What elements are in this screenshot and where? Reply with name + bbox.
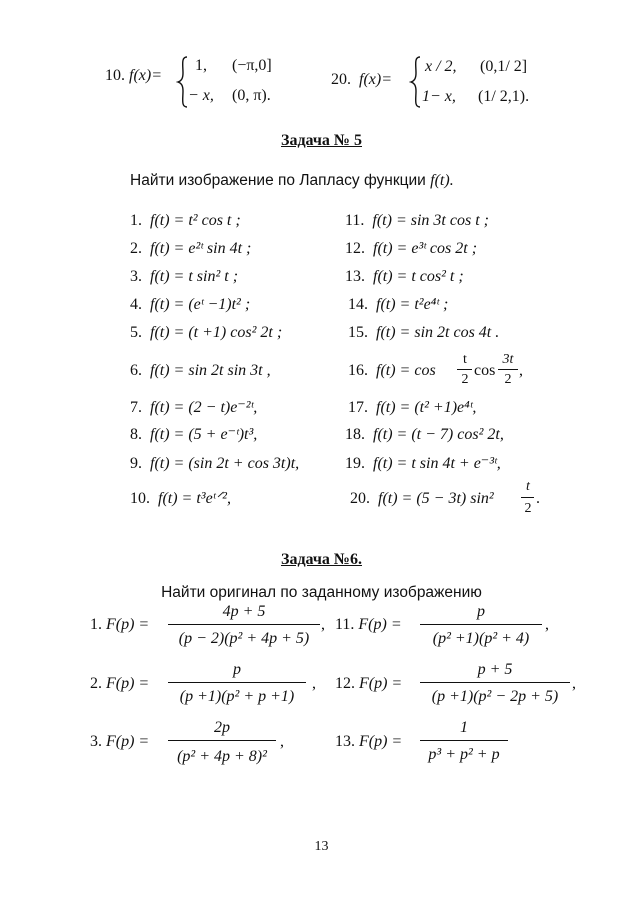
piecewise-label-10: 10. f(x)= xyxy=(105,67,162,84)
fraction-bar xyxy=(498,369,518,370)
task5-item-11: 11. f(t) = sin 3t cos t ; xyxy=(345,212,489,229)
frac-num: 3t xyxy=(502,352,514,367)
task5-item-3: 3. f(t) = t sin² t ; xyxy=(130,268,239,285)
fraction-tail: , xyxy=(312,675,316,692)
task5-item-9: 9. f(t) = (sin 2t + cos 3t)t, xyxy=(130,455,300,472)
task5-title: Задача № 5 xyxy=(281,132,362,149)
fraction-denominator: (p +1)(p² + p +1) xyxy=(179,688,295,705)
task5-item-17: 17. f(t) = (t² +1)e⁴ᵗ, xyxy=(348,399,477,416)
fraction-bar xyxy=(168,624,320,625)
left-brace-icon xyxy=(409,55,423,109)
task5-item-19: 19. f(t) = t sin 4t + e⁻³ᵗ, xyxy=(345,455,501,472)
task5-item-7: 7. f(t) = (2 − t)e⁻²ᵗ, xyxy=(130,399,258,416)
fraction-bar xyxy=(521,497,534,498)
fraction-tail: , xyxy=(280,733,284,750)
task5-item-6: 6. f(t) = sin 2t sin 3t , xyxy=(130,362,271,379)
task5-item-4: 4. f(t) = (eᵗ −1)t² ; xyxy=(130,296,251,313)
task6-item-3: 3. F(p) = xyxy=(90,733,150,750)
fraction-bar xyxy=(457,369,472,370)
task6-instruction: Найти оригинал по заданному изображению xyxy=(161,584,482,601)
task6-item-1: 1. F(p) = xyxy=(90,616,150,633)
fraction-bar xyxy=(168,740,276,741)
frac-num: t xyxy=(526,479,530,494)
task5-item-13: 13. f(t) = t cos² t ; xyxy=(345,268,464,285)
frac-den: 2 xyxy=(524,501,532,516)
fraction-bar xyxy=(420,682,570,683)
fraction-numerator: p + 5 xyxy=(477,661,513,678)
frac-tail: . xyxy=(536,490,540,507)
fraction-numerator: 2p xyxy=(214,719,230,736)
fraction-bar xyxy=(168,682,306,683)
frac-mid: cos xyxy=(474,362,496,379)
task5-item-14: 14. f(t) = t²e⁴ᵗ ; xyxy=(348,296,449,313)
task6-item-12: 12. F(p) = xyxy=(335,675,403,692)
frac-num: t xyxy=(463,352,467,367)
task6-item-13: 13. F(p) = xyxy=(335,733,403,750)
fraction-numerator: 4p + 5 xyxy=(222,603,266,620)
fraction-denominator: (p² + 4p + 8)² xyxy=(177,748,267,765)
fraction-denominator: (p² +1)(p² + 4) xyxy=(432,630,530,647)
fraction-numerator: p xyxy=(477,603,485,620)
piecewise-10-case-1: 1, (−π,0] xyxy=(195,57,272,74)
task5-item-10: 10. f(t) = t³eᵗᐟ², xyxy=(130,490,231,507)
task5-item-8: 8. f(t) = (5 + e⁻ᵗ)t³, xyxy=(130,426,258,443)
piecewise-label-20: 20. f(x)= xyxy=(331,71,392,88)
task5-item-5: 5. f(t) = (t +1) cos² 2t ; xyxy=(130,324,283,341)
frac-den: 2 xyxy=(461,372,469,387)
fraction-numerator: 1 xyxy=(460,719,468,736)
piecewise-10-case-2: − x, (0, π). xyxy=(188,87,271,104)
piecewise-20-case-1: x / 2, (0,1/ 2] xyxy=(425,58,528,75)
fraction-numerator: p xyxy=(233,661,241,678)
fraction-bar xyxy=(420,624,542,625)
page-number: 13 xyxy=(314,839,329,854)
frac-tail: , xyxy=(519,362,523,379)
task5-instruction: Найти изображение по Лапласу функции f(t). xyxy=(130,172,454,189)
fraction-tail: , xyxy=(321,616,325,633)
task6-title: Задача №6. xyxy=(281,551,362,568)
task5-item-15: 15. f(t) = sin 2t cos 4t . xyxy=(348,324,500,341)
task5-item-18: 18. f(t) = (t − 7) cos² 2t, xyxy=(345,426,504,443)
task5-item-1: 1. f(t) = t² cos t ; xyxy=(130,212,241,229)
frac-den: 2 xyxy=(504,372,512,387)
fraction-denominator: (p +1)(p² − 2p + 5) xyxy=(431,688,559,705)
task6-item-11: 11. F(p) = xyxy=(335,616,402,633)
fraction-denominator: p³ + p² + p xyxy=(428,746,500,763)
task5-item-2: 2. f(t) = e²ᵗ sin 4t ; xyxy=(130,240,252,257)
fraction-tail: , xyxy=(572,675,576,692)
fraction-bar xyxy=(420,740,508,741)
task5-item-20: 20. f(t) = (5 − 3t) sin² xyxy=(350,490,494,507)
task5-item-16: 16. f(t) = cos xyxy=(348,362,436,379)
fraction-tail: , xyxy=(545,616,549,633)
task6-item-2: 2. F(p) = xyxy=(90,675,150,692)
task5-item-12: 12. f(t) = e³ᵗ cos 2t ; xyxy=(345,240,478,257)
piecewise-20-case-2: 1− x, (1/ 2,1). xyxy=(422,88,530,105)
fraction-denominator: (p − 2)(p² + 4p + 5) xyxy=(178,630,310,647)
